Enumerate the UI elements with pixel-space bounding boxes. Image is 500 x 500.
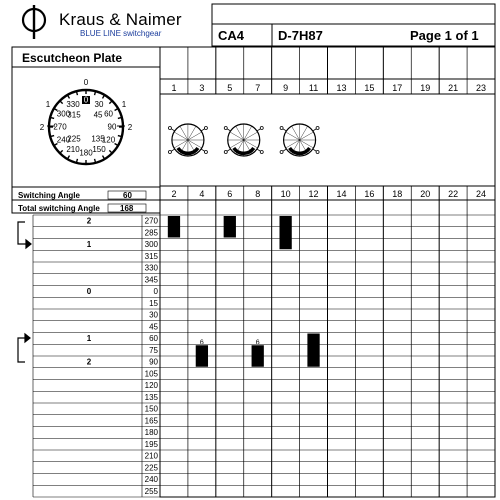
row-angle-label: 90: [149, 357, 158, 367]
dial-degree-label: 180: [79, 148, 93, 158]
terminal-bottom-number: 24: [476, 189, 487, 199]
dial-position-number: 2: [127, 123, 133, 132]
dial-degree-label: 330: [66, 99, 80, 109]
terminal-top-number: 9: [283, 83, 289, 93]
terminal-screw-icon: [280, 127, 283, 130]
row-angle-label: 60: [149, 334, 158, 343]
terminal-screw-icon: [260, 127, 263, 130]
row-angle-label: 120: [144, 381, 158, 390]
dial-degree-label: 135: [91, 134, 105, 144]
terminal-bottom-number: 16: [364, 189, 375, 199]
row-angle-label: 300: [144, 240, 158, 249]
terminal-bottom-number: 14: [336, 189, 347, 199]
header-code-drawing: D-7H87: [278, 28, 323, 43]
terminal-top-number: 5: [227, 83, 233, 93]
dial-degree-label: 240: [56, 135, 71, 145]
dial-position-number: 1: [45, 100, 51, 109]
terminal-top-number: 7: [255, 83, 261, 93]
terminal-bottom-number: 10: [280, 189, 291, 199]
terminal-top-number: 21: [448, 83, 459, 93]
dial-position-number: 0: [83, 78, 89, 87]
dial-degree-label: 90: [107, 122, 117, 132]
row-angle-label: 135: [144, 392, 158, 402]
terminal-screw-icon: [316, 127, 319, 130]
contact-label: 6: [199, 339, 204, 347]
position-rows: [33, 215, 495, 497]
dial-position-number: 2: [39, 123, 45, 132]
dial-degree-label: 150: [92, 145, 106, 155]
row-position-label: 1: [86, 240, 92, 249]
contact-closed-bar: [252, 345, 264, 367]
row-angle-label: 165: [144, 416, 158, 426]
switching-angle-value: 60: [123, 191, 132, 200]
row-angle-label: 345: [144, 275, 158, 285]
contact-label: 6: [172, 230, 176, 237]
terminal-top-number: 3: [199, 83, 205, 93]
contact-closed-bar: [279, 216, 291, 249]
dial-degree-label: 270: [53, 122, 67, 132]
row-angle-label: 105: [144, 369, 158, 379]
dial-degree-label: 225: [67, 134, 81, 144]
row-angle-label: 315: [144, 251, 158, 261]
contact-closed-bar: [307, 334, 319, 367]
terminal-top-number: 17: [392, 83, 403, 93]
row-position-label: 0: [86, 287, 92, 296]
terminal-screw-icon: [224, 151, 227, 154]
terminal-bottom-number: 2: [171, 189, 177, 199]
row-angle-label: 240: [144, 475, 158, 484]
dial-degree-label: 300: [56, 109, 71, 119]
terminal-bottom-number: 4: [199, 189, 205, 199]
escutcheon-dial: [40, 78, 133, 165]
terminal-top-number: 19: [420, 83, 431, 93]
terminal-screw-icon: [316, 151, 319, 154]
brand-name: Kraus & Naimer: [59, 10, 182, 29]
terminal-bottom-number: 12: [308, 189, 319, 199]
dial-degree-label: 30: [94, 99, 104, 109]
terminal-bottom-number: 6: [227, 189, 233, 199]
row-angle-label: 330: [144, 263, 158, 273]
row-angle-label: 150: [144, 404, 158, 414]
terminal-screw-icon: [260, 151, 263, 154]
dial-zero-label: 0: [83, 95, 89, 105]
row-angle-label: 75: [149, 345, 158, 355]
dial-degree-label: 120: [101, 135, 116, 145]
terminal-top-number: 13: [336, 83, 347, 93]
contact-grid: [160, 47, 495, 497]
contact-schematics: [168, 124, 319, 156]
terminal-screw-icon: [204, 127, 207, 130]
terminal-top-number: 23: [476, 83, 487, 93]
rotation-arrow-bottom: [18, 334, 30, 362]
contact-label: 6: [255, 339, 260, 347]
row-position-label: 2: [86, 216, 92, 226]
terminal-top-number: 11: [308, 83, 319, 93]
row-angle-label: 30: [149, 310, 158, 320]
row-angle-label: 285: [144, 228, 158, 238]
row-angle-label: 15: [149, 298, 158, 308]
contact-label: 6: [227, 230, 232, 237]
row-angle-label: 255: [144, 486, 158, 496]
terminal-screw-icon: [204, 151, 207, 154]
terminal-screw-icon: [224, 127, 227, 130]
row-angle-label: 0: [153, 287, 158, 296]
brand-tagline: BLUE LINE switchgear: [80, 29, 162, 38]
header-page: Page 1 of 1: [410, 28, 479, 43]
row-angle-label: 180: [144, 428, 158, 437]
terminal-bottom-number: 8: [255, 189, 261, 199]
terminal-bottom-number: 18: [392, 189, 403, 199]
escutcheon-title: Escutcheon Plate: [22, 51, 123, 65]
row-angle-label: 270: [144, 216, 158, 226]
total-switching-angle-value: 168: [120, 204, 134, 213]
terminal-screw-icon: [280, 151, 283, 154]
row-angle-label: 225: [144, 463, 158, 473]
contact-closed-bar: [196, 345, 208, 367]
row-position-label: 1: [86, 334, 92, 343]
terminal-bottom-number: 20: [420, 189, 431, 199]
dial-degree-label: 210: [66, 145, 80, 155]
terminal-top-number: 15: [364, 83, 375, 93]
dial-position-number: 1: [121, 100, 127, 109]
terminal-screw-icon: [168, 151, 171, 154]
dial-degree-label: 60: [104, 109, 113, 119]
row-angle-label: 210: [144, 451, 158, 461]
row-angle-label: 45: [149, 322, 158, 332]
terminal-top-number: 1: [171, 83, 177, 93]
terminal-bottom-number: 22: [448, 189, 459, 199]
row-angle-label: 195: [144, 439, 158, 449]
brand-logo: [23, 5, 182, 39]
header-code-ca4: CA4: [218, 28, 245, 43]
total-switching-angle-label: Total switching Angle: [18, 204, 100, 213]
rotation-arrow-top: [18, 222, 31, 248]
dial-degree-label: 315: [67, 110, 81, 120]
row-position-label: 2: [86, 357, 92, 367]
switching-angle-label: Switching Angle: [18, 191, 80, 200]
terminal-screw-icon: [168, 127, 171, 130]
dial-degree-label: 45: [93, 110, 103, 120]
